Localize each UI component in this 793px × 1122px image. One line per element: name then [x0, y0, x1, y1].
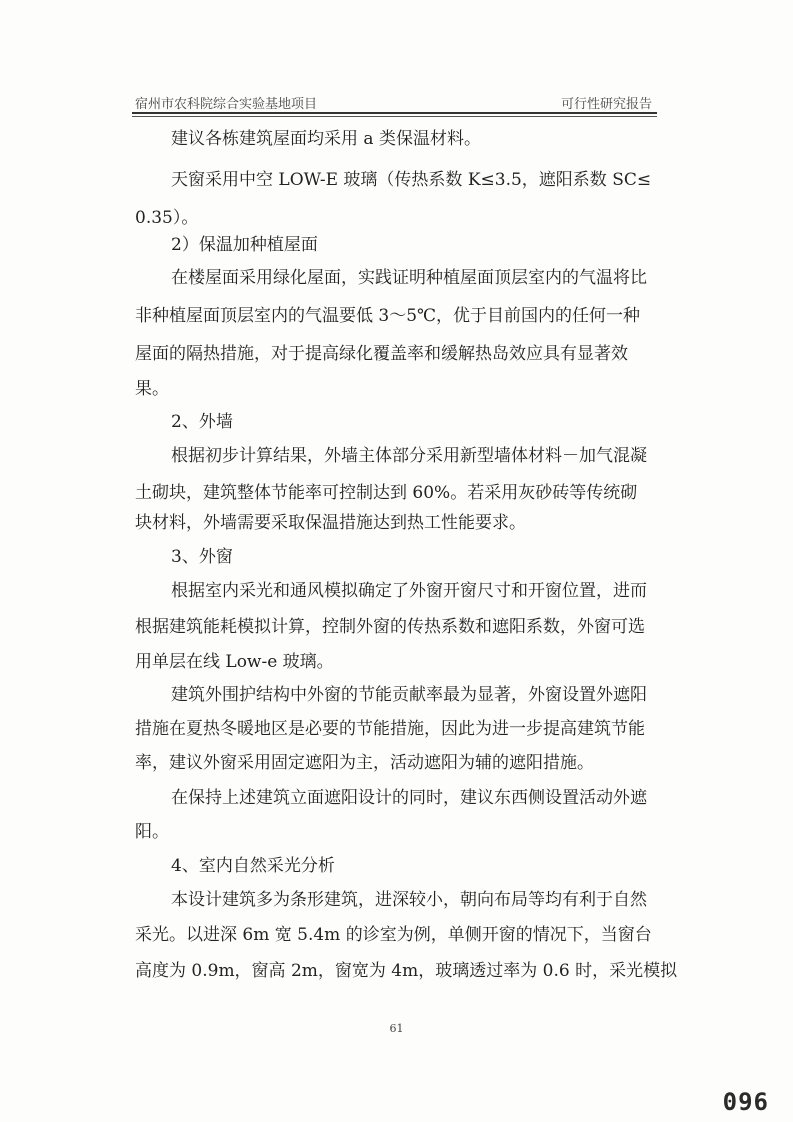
- body-line: 根据初步计算结果，外墙主体部分采用新型墙体材料－加气混凝: [171, 446, 647, 466]
- body-line: 建筑外围护结构中外窗的节能贡献率最为显著，外窗设置外遮阳: [171, 685, 647, 705]
- section-heading: 4、室内自然采光分析: [171, 856, 335, 876]
- header-rule-thin: [132, 116, 657, 117]
- stamped-sheet-number: 096: [722, 1088, 769, 1116]
- header-report-type: 可行性研究报告: [560, 97, 652, 112]
- body-line: 阳。: [135, 822, 169, 842]
- body-line: 屋面的隔热措施，对于提高绿化覆盖率和缓解热岛效应具有显著效: [135, 344, 628, 364]
- body-line: 根据建筑能耗模拟计算，控制外窗的传热系数和遮阳系数，外窗可选: [135, 617, 645, 637]
- header-project-title: 宿州市农科院综合实验基地项目: [135, 97, 318, 112]
- body-line: 0.35）。: [135, 208, 199, 228]
- body-line: 非种植屋面顶层室内的气温要低 3～5℃，优于目前国内的任何一种: [135, 306, 641, 326]
- body-line: 率，建议外窗采用固定遮阳为主，活动遮阳为辅的遮阳措施。: [135, 753, 594, 773]
- body-line: 土砌块，建筑整体节能率可控制达到 60%。若采用灰砂砖等传统砌: [135, 483, 638, 503]
- section-heading: 2、外墙: [171, 412, 233, 432]
- body-line: 块材料，外墙需要采取保温措施达到热工性能要求。: [135, 513, 526, 533]
- header-rule: [132, 112, 657, 114]
- body-line: 根据室内采光和通风模拟确定了外窗开窗尺寸和开窗位置，进而: [171, 581, 647, 601]
- body-line: 建议各栋建筑屋面均采用 a 类保温材料。: [171, 129, 481, 149]
- body-line: 高度为 0.9m，窗高 2m，窗宽为 4m，玻璃透过率为 0.6 时，采光模拟: [135, 961, 678, 981]
- body-line: 措施在夏热冬暖地区是必要的节能措施，因此为进一步提高建筑节能: [135, 719, 645, 739]
- body-line: 果。: [135, 379, 169, 399]
- body-line: 在保持上述建筑立面遮阳设计的同时，建议东西侧设置活动外遮: [171, 788, 647, 808]
- body-line: 天窗采用中空 LOW-E 玻璃（传热系数 K≤3.5，遮阳系数 SC≤: [171, 170, 652, 190]
- body-line: 本设计建筑多为条形建筑，进深较小，朝向布局等均有利于自然: [171, 890, 647, 910]
- body-line: 用单层在线 Low-e 玻璃。: [135, 652, 334, 672]
- section-heading: 2）保温加种植屋面: [171, 235, 318, 255]
- page-number: 61: [389, 1022, 404, 1035]
- section-heading: 3、外窗: [171, 547, 233, 567]
- body-line: 在楼屋面采用绿化屋面，实践证明种植屋面顶层室内的气温将比: [171, 268, 647, 288]
- body-line: 采光。以进深 6m 宽 5.4m 的诊室为例，单侧开窗的情况下，当窗台: [135, 925, 652, 945]
